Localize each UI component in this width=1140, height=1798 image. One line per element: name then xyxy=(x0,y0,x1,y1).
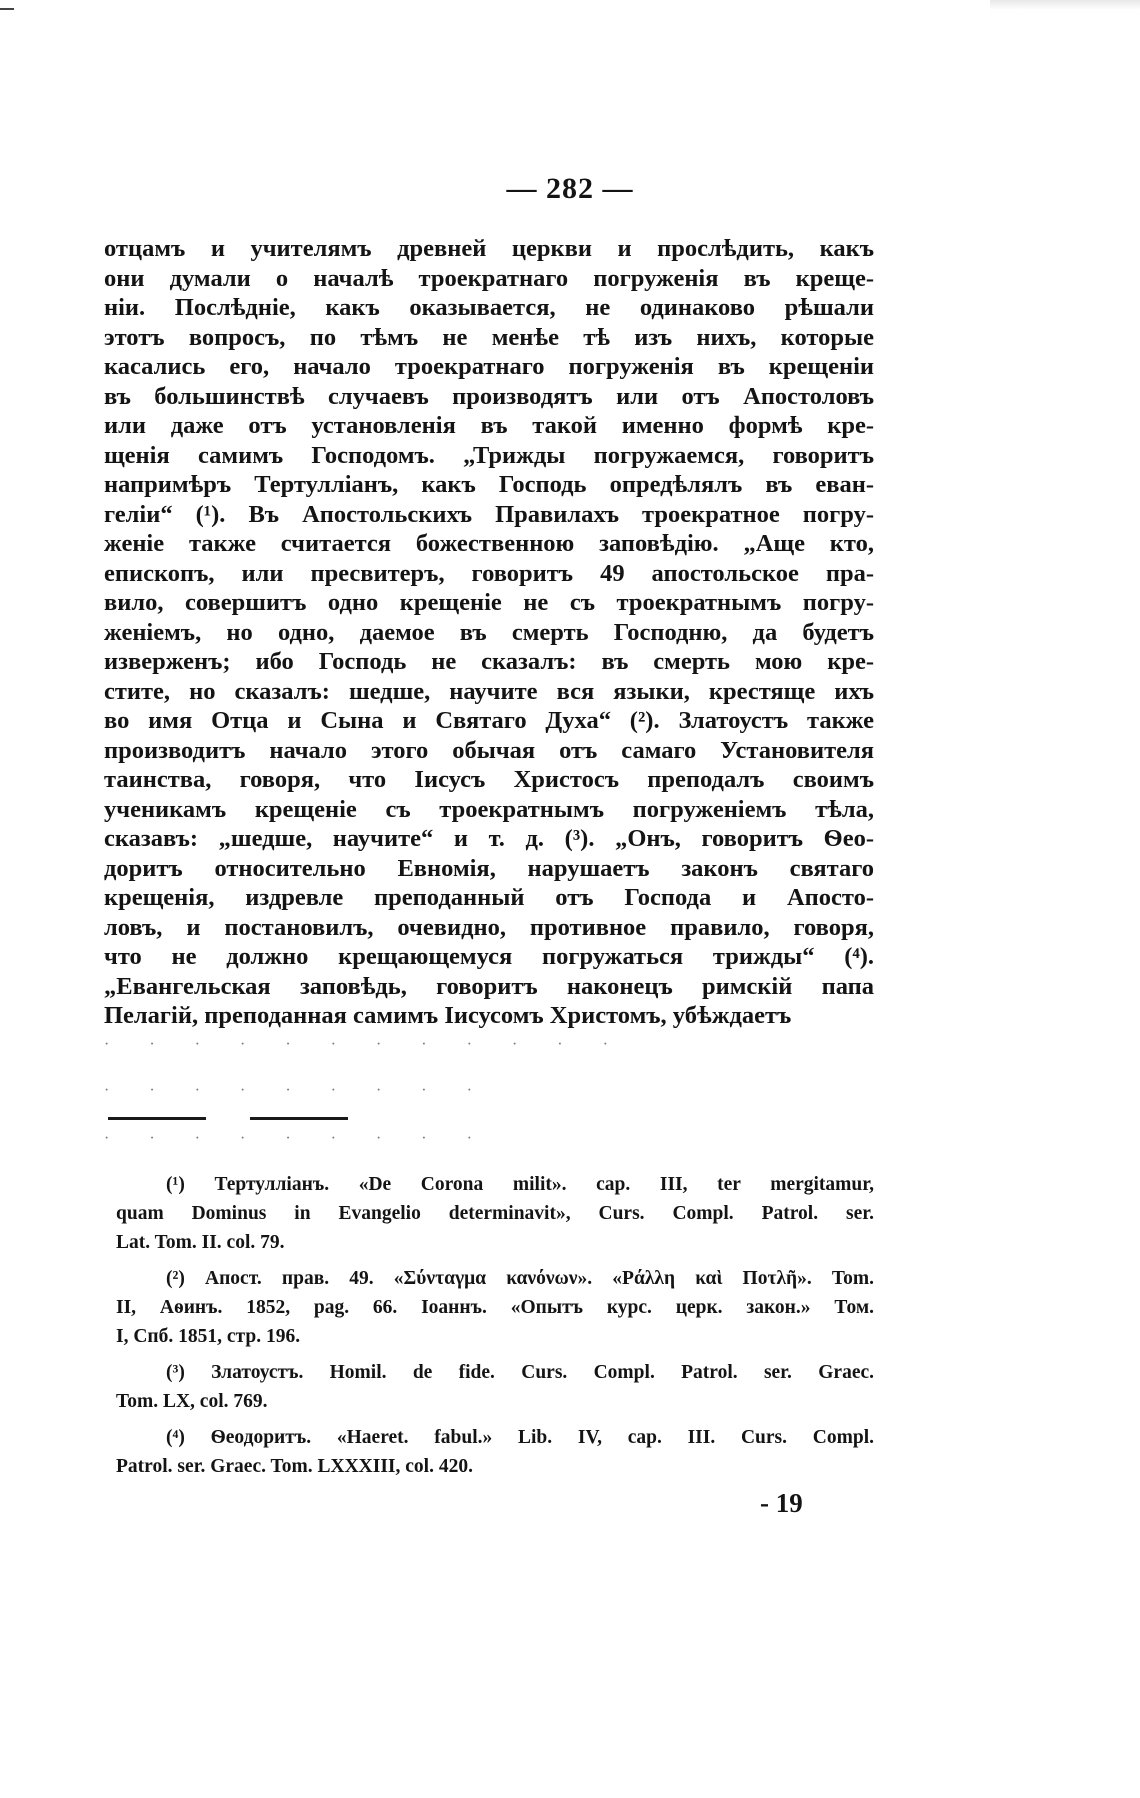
text-line: таинства, говоря, что Іисусъ Христосъ преподалъ своимъ xyxy=(104,766,874,793)
text-line: вило, совершитъ одно крещеніе не съ троекратнымъ погру- xyxy=(104,589,874,616)
text-line: Пелагій, преподанная самимъ Іисусомъ Христомъ, убѣждаетъ xyxy=(104,1002,792,1029)
footnote-line: (¹) Тертулліанъ. «De Corona milit». cap. III, ter mergitamur, xyxy=(166,1174,874,1195)
text-line: напримѣръ Тертулліанъ, какъ Господь опредѣлялъ въ еван- xyxy=(104,471,874,498)
scan-noise: · · · · · · · · · xyxy=(104,1130,490,1140)
footnote-line: II, Аѳинъ. 1852, pag. 66. Іоаннъ. «Опытъ курс. церк. закон.» Том. xyxy=(116,1297,874,1318)
text-line: сказавъ: „шедше, научите“ и т. д. (³). „Онъ, говоритъ Ѳео- xyxy=(104,825,874,852)
text-line: что не должно крещающемуся погружаться трижды“ (⁴). xyxy=(104,943,874,970)
text-line: женіе также считается божественною заповѣдію. „Аще кто, xyxy=(104,530,874,557)
footnote-line: (²) Апост. прав. 49. «Σύνταγμα κανόνων». «Ράλλη καὶ Ποτλῆ». Tom. xyxy=(166,1268,874,1289)
page-header-number: — 282 — xyxy=(506,172,634,205)
text-line: ловъ, и постановилъ, очевидно, противное правило, говоря, xyxy=(104,913,874,941)
text-line: женіемъ, но одно, даемое въ смерть Господню, да будетъ xyxy=(104,618,874,646)
footnote-1 xyxy=(116,1170,874,1257)
text-line: епископъ, или пресвитеръ, говоритъ 49 апостольское пра- xyxy=(104,559,874,587)
footnote-2 xyxy=(116,1264,874,1351)
footnote-line: (³) Златоустъ. Homil. de fide. Curs. Compl. Patrol. ser. Graec. xyxy=(166,1362,874,1383)
page-footer-number: - 19 xyxy=(760,1488,803,1518)
footnote-line: Patrol. ser. Graec. Tom. LXXXIII, col. 420. xyxy=(116,1456,473,1477)
text-line: во имя Отца и Сына и Святаго Духа“ (²). Златоустъ также xyxy=(104,707,874,734)
footnote-line: quam Dominus in Evangelio determinavit», Curs. Compl. Patrol. ser. xyxy=(116,1203,874,1224)
scan-edge-mark xyxy=(0,8,14,10)
scan-noise: · · · · · · · · · xyxy=(104,1082,490,1092)
text-line: касались его, начало троекратнаго погруженія въ крещеніи xyxy=(104,353,874,380)
footnote-3 xyxy=(116,1358,874,1416)
text-line: крещенія, издревле преподанный отъ Господа и Апосто- xyxy=(104,884,874,911)
text-line: этотъ вопросъ, по тѣмъ не менѣе тѣ изъ нихъ, которые xyxy=(104,323,874,351)
text-line: въ большинствѣ случаевъ производятъ или отъ Апостоловъ xyxy=(104,382,874,410)
footnote-4 xyxy=(116,1423,874,1481)
scan-edge-shadow xyxy=(990,0,1140,10)
text-line: геліи“ (¹). Въ Апостольскихъ Правилахъ троекратное погру- xyxy=(104,500,874,528)
text-line: ученикамъ крещеніе съ троекратнымъ погруженіемъ тѣла, xyxy=(104,795,874,823)
text-line: производитъ начало этого обычая отъ самаго Установителя xyxy=(104,736,874,764)
scan-noise: · · · · · · · · · · · · xyxy=(104,1036,626,1046)
text-line: щенія самимъ Господомъ. „Трижды погружаемся, говоритъ xyxy=(104,441,874,469)
text-line: изверженъ; ибо Господь не сказалъ: въ смерть мою кре- xyxy=(104,648,874,675)
text-line: стите, но сказалъ: шедше, научите вся языки, крестяще ихъ xyxy=(104,677,874,705)
footnote-line: (⁴) Ѳеодоритъ. «Haeret. fabul.» Lib. IV, cap. III. Curs. Compl. xyxy=(166,1427,874,1448)
footnote-line: Tom. LX, col. 769. xyxy=(116,1391,268,1412)
main-text-block xyxy=(104,234,874,1031)
text-line: доритъ относительно Евномія, нарушаетъ законъ святаго xyxy=(104,854,874,882)
text-line: „Евангельская заповѣдь, говоритъ наконецъ римскій папа xyxy=(104,972,874,1000)
footnote-line: Lat. Tom. II. col. 79. xyxy=(116,1232,285,1253)
text-line: отцамъ и учителямъ древней церкви и прослѣдить, какъ xyxy=(104,235,874,262)
footnotes-block xyxy=(116,1170,874,1488)
text-line: ніи. Послѣдніе, какъ оказывается, не одинаково рѣшали xyxy=(104,294,874,321)
footnote-separator xyxy=(250,1117,348,1120)
text-line: они думали о началѣ троекратнаго погруженія въ креще- xyxy=(104,264,874,292)
footnote-line: I, Спб. 1851, стр. 196. xyxy=(116,1326,301,1347)
footnote-separator xyxy=(108,1117,206,1120)
text-line: или даже отъ установленія въ такой именно формѣ кре- xyxy=(104,412,874,439)
